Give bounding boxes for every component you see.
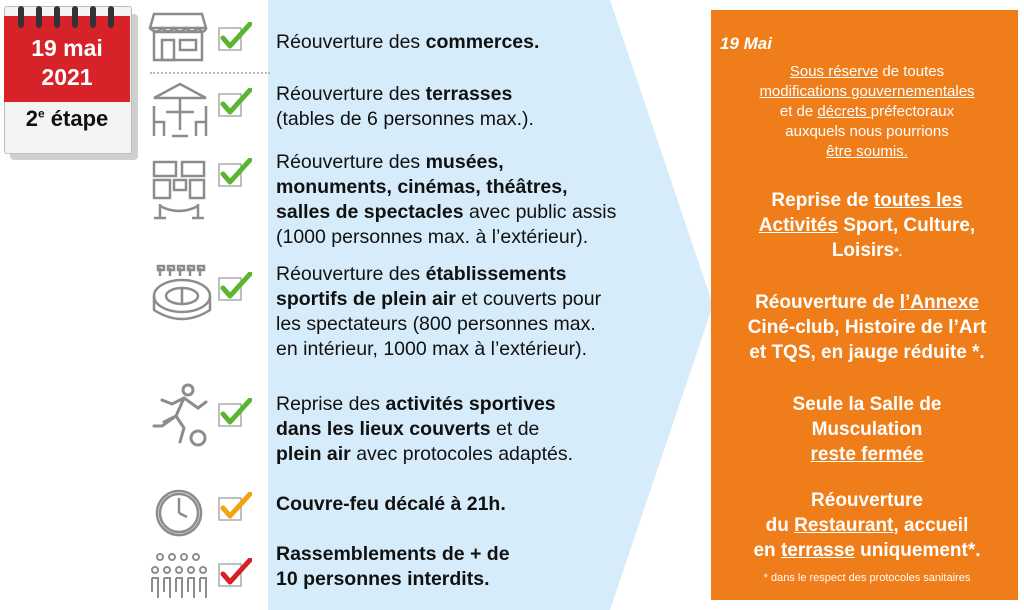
- item-etablissements-sportifs: Réouverture des établissements sportifs de plein air et couverts pour les spectateurs (800 personnes max. en intérieur, 1000 max à l’extérieur).: [276, 263, 602, 360]
- clock-icon: [154, 488, 204, 538]
- crowd-icon: [150, 552, 208, 600]
- item-musees: Réouverture des musées, monuments, cinémas, théâtres, salles de spectacles avec public assis (1000 personnes max. à l’extérieur).: [276, 151, 617, 248]
- calendar-badge: [4, 6, 134, 156]
- panel-date: 19 Mai: [720, 34, 772, 53]
- check-icon: [218, 22, 252, 52]
- panel-block-restaurant: Réouverture du Restaurant, accueil en terrasse uniquement*.: [753, 490, 981, 561]
- item-commerces: Réouverture des commerces.: [276, 31, 540, 53]
- divider: [150, 72, 270, 74]
- item-activites-sportives: Reprise des activités sportives dans les lieux couverts et de plein air avec protocoles adaptés.: [276, 393, 574, 465]
- check-icon: [218, 558, 252, 588]
- check-icon: [218, 492, 252, 522]
- calendar-ring: [18, 6, 24, 28]
- check-icon: [218, 88, 252, 118]
- panel-block-activites: Reprise de toutes les Activités Sport, Culture, Loisirs*.: [758, 190, 976, 261]
- item-terrasses: Réouverture des terrasses (tables de 6 personnes max.).: [276, 83, 534, 130]
- check-icon: [218, 158, 252, 188]
- check-icon: [218, 398, 252, 428]
- item-rassemblements: Rassemblements de + de 10 personnes interdits.: [276, 543, 510, 590]
- football-player-icon: [150, 382, 214, 448]
- museum-icon: [150, 158, 210, 220]
- panel-disclaimer: Sous réserve de toutes modifications gouvernementales et de décrets préfectoraux auxquels nous pourrions être soumis.: [759, 63, 975, 160]
- calendar-step: 2e étape: [25, 106, 109, 131]
- calendar-ring: [90, 6, 96, 28]
- panel-block-annexe: Réouverture de l’Annexe Ciné-club, Histoire de l’Art et TQS, en jauge réduite *.: [747, 292, 987, 363]
- calendar-ring: [36, 6, 42, 28]
- shop-icon: [148, 8, 208, 64]
- calendar-ring: [108, 6, 114, 28]
- panel-footnote: * dans le respect des protocoles sanitaires: [763, 572, 971, 584]
- stadium-icon: [150, 264, 214, 324]
- check-icon: [218, 272, 252, 302]
- item-couvre-feu: Couvre-feu décalé à 21h.: [276, 493, 506, 515]
- calendar-date: 19 mai: [31, 35, 103, 61]
- terrace-icon: [148, 80, 212, 140]
- panel-block-musculation: Seule la Salle de Musculation reste fermée: [792, 394, 942, 465]
- calendar-ring: [72, 6, 78, 28]
- calendar-year: 2021: [41, 64, 93, 90]
- calendar-ring: [54, 6, 60, 28]
